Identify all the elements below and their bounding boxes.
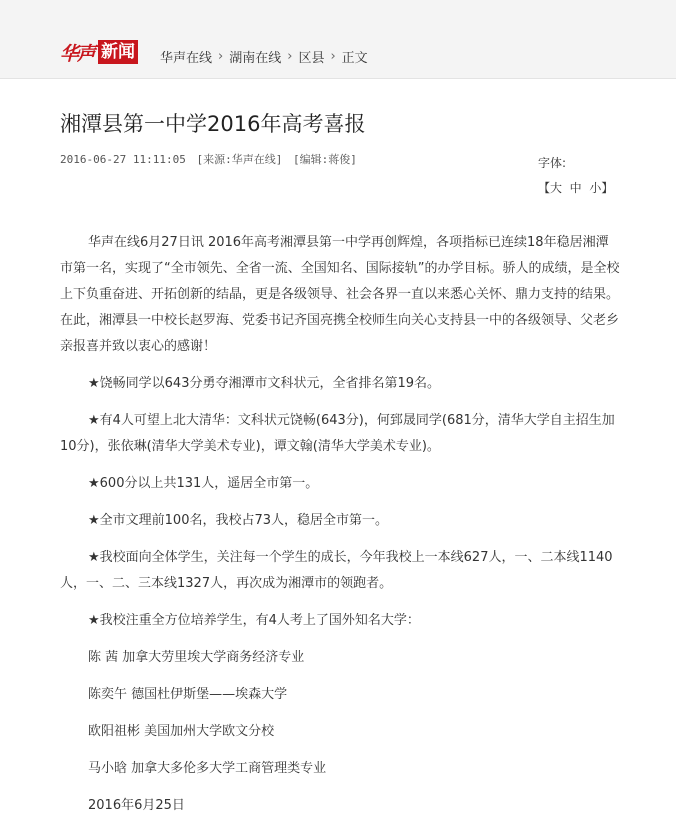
article-source: [来源:华声在线]	[196, 153, 283, 166]
logo-mark: 华声	[60, 42, 95, 65]
article-paragraph: ★有4人可望上北大清华：文科状元饶畅(643分)，何郅晟同学(681分，清华大学自主招生加10分)，张依琳(清华大学美术专业)，谭文翰(清华大学美术专业)。	[60, 413, 615, 454]
article-paragraph: ★全市文理前100名，我校占73人，稳居全市第一。	[88, 513, 389, 528]
article-meta	[60, 151, 361, 167]
chevron-right-icon: ›	[218, 49, 224, 64]
site-header	[0, 0, 676, 79]
breadcrumb	[160, 47, 368, 66]
font-size-small[interactable]: 小	[589, 181, 602, 195]
font-size-close: 】	[601, 181, 614, 195]
article-paragraph: ★600分以上共131人，遥居全市第一。	[88, 476, 319, 491]
article-body	[60, 230, 620, 820]
article-paragraph-intro: 华声在线6月27日讯 2016年高考湘潭县第一中学再创辉煌，各项指标已连续18年稳居湘潭市第一名，实现了“全市领先、全省一流、全国知名、国际接轨”的办学目标。骄人的成绩，是全校上下负重奋进、开拓创新的结晶，更是各级领导、社会各界一直以来悉心关怀、鼎力支持的结果。在此，湘潭县一中校长赵罗海、党委书记齐国亮携全校师生向关心支持县一中的各级领导、父老乡亲报喜并致以衷心的感谢！	[60, 235, 620, 354]
breadcrumb-item-huasheng[interactable]: 华声在线	[160, 51, 213, 66]
article-paragraph: ★我校注重全方位培养学生，有4人考上了国外知名大学：	[88, 613, 420, 628]
breadcrumb-item-hunan[interactable]: 湖南在线	[229, 51, 282, 66]
student-university-entry: 马小晗 加拿大多伦多大学工商管理类专业	[88, 761, 327, 776]
font-size-switcher	[538, 151, 618, 201]
student-university-entry: 陈 茜 加拿大劳里埃大学商务经济专业	[88, 650, 305, 665]
article-paragraph: ★饶畅同学以643分勇夺湘潭市文科状元，全省排名第19名。	[88, 376, 441, 391]
student-university-entry: 陈奕午 德国杜伊斯堡——埃森大学	[88, 687, 288, 702]
breadcrumb-item-current: 正文	[341, 51, 368, 66]
chevron-right-icon: ›	[287, 49, 293, 64]
article-title: 湘潭县第一中学2016年高考喜报	[60, 112, 366, 136]
site-logo[interactable]	[60, 40, 138, 64]
article-sign-date: 2016年6月25日	[88, 798, 185, 813]
article-paragraph: ★我校面向全体学生，关注每一个学生的成长，今年我校上一本线627人，一、二本线1140人，一、二、三本线1327人，再次成为湘潭市的领跑者。	[60, 550, 613, 591]
chevron-right-icon: ›	[330, 49, 336, 64]
font-size-label: 字体:【	[538, 156, 567, 195]
publish-date: 2016-06-27 11:11:05	[60, 153, 186, 166]
font-size-large[interactable]: 大	[550, 181, 563, 195]
article-editor: [编辑:蒋俊]	[292, 153, 357, 166]
font-size-medium[interactable]: 中	[569, 181, 582, 195]
student-university-entry: 欧阳祖彬 美国加州大学欧文分校	[88, 724, 275, 739]
breadcrumb-item-county[interactable]: 区县	[298, 51, 325, 66]
logo-news-badge: 新闻	[98, 40, 138, 64]
